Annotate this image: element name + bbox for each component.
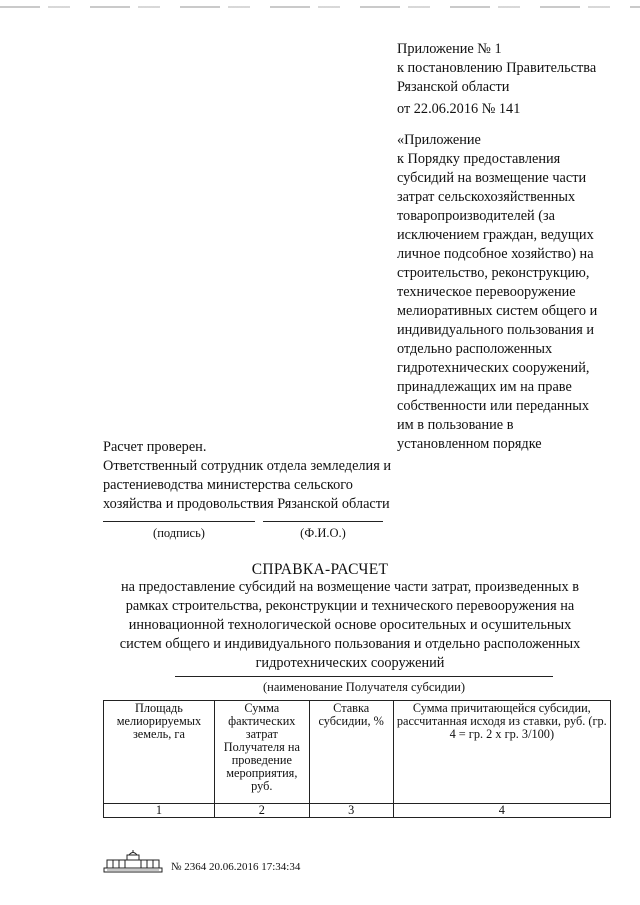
quote-line: им в пользование в [397, 417, 514, 433]
name-line [263, 521, 383, 522]
column-number: 1 [104, 804, 215, 818]
quote-line: установленном порядке [397, 436, 542, 452]
subtitle-line: рамках строительства, реконструкции и технического перевооружения на [125, 598, 575, 614]
header-costs: Сумма фактических затрат Получателя на проведение мероприятия, руб. [214, 701, 309, 804]
quote-line: мелиоративных систем общего и [397, 303, 598, 319]
recipient-line [175, 676, 553, 677]
quote-line: принадлежащих им на праве [397, 379, 572, 395]
registry-number-timestamp: № 2364 20.06.2016 17:34:34 [171, 861, 301, 873]
approval-line: растениеводства министерства сельского [103, 477, 353, 493]
table-header-row [104, 701, 611, 804]
appendix-line: Рязанской области [397, 79, 510, 95]
quote-line: субсидий на возмещение части [397, 170, 587, 186]
appendix-quote [397, 131, 637, 454]
appendix-line: к постановлению Правительства [397, 60, 597, 76]
quote-line: строительство, реконструкцию, [397, 265, 590, 281]
quote-line: «Приложение [397, 132, 481, 148]
quote-line: собственности или переданных [397, 398, 589, 414]
top-scan-border [0, 6, 640, 8]
quote-line: техническое перевооружение [397, 284, 576, 300]
subtitle-line: инновационной технологической основе оросительных и осушительных [128, 617, 572, 633]
registry-footer [103, 849, 300, 873]
subsidy-calc-table [103, 700, 611, 818]
approval-line: Ответственный сотрудник отдела земледелия и [103, 458, 392, 474]
registry-building-stamp-icon [103, 849, 163, 873]
approval-line: хозяйства и продовольствия Рязанской области [103, 496, 390, 512]
appendix-line: Приложение № 1 [397, 41, 502, 57]
column-number: 3 [309, 804, 393, 818]
quote-line: к Порядку предоставления [397, 151, 561, 167]
appendix-block [397, 40, 637, 454]
header-area: Площадь мелиорируемых земель, га [104, 701, 215, 804]
approval-block [103, 438, 443, 514]
quote-line: товаропроизводителей (за [397, 208, 556, 224]
subtitle-line: гидротехнических сооружений [255, 655, 445, 671]
signature-caption: (подпись) [153, 526, 205, 540]
subtitle-line: на предоставление субсидий на возмещение части затрат, произведенных в [121, 579, 579, 595]
signature-line [103, 521, 255, 522]
document-subtitle [90, 578, 610, 673]
signature-row [103, 521, 393, 551]
table-row [104, 804, 611, 818]
quote-line: исключением граждан, ведущих [397, 227, 594, 243]
subtitle-line: систем общего и индивидуального пользования и отдельно расположенных [119, 636, 581, 652]
quote-line: гидротехнических сооружений, [397, 360, 590, 376]
recipient-caption: (наименование Получателя субсидии) [262, 680, 466, 694]
quote-line: личное подсобное хозяйство) на [397, 246, 594, 262]
quote-line: индивидуального пользования и [397, 322, 595, 338]
header-subsidy-sum: Сумма причитающейся субсидии, рассчитанная исходя из ставки, руб. (гр. 4 = гр. 2 х гр. 3/100) [393, 701, 610, 804]
header-rate: Ставка субсидии, % [309, 701, 393, 804]
name-caption: (Ф.И.О.) [300, 526, 346, 540]
column-number: 4 [393, 804, 610, 818]
quote-line: затрат сельскохозяйственных [397, 189, 576, 205]
document-title: СПРАВКА-РАСЧЕТ [251, 561, 389, 578]
column-number: 2 [214, 804, 309, 818]
quote-line: отдельно расположенных [397, 341, 553, 357]
approval-line: Расчет проверен. [103, 439, 207, 455]
appendix-date-line: от 22.06.2016 № 141 [397, 101, 521, 117]
